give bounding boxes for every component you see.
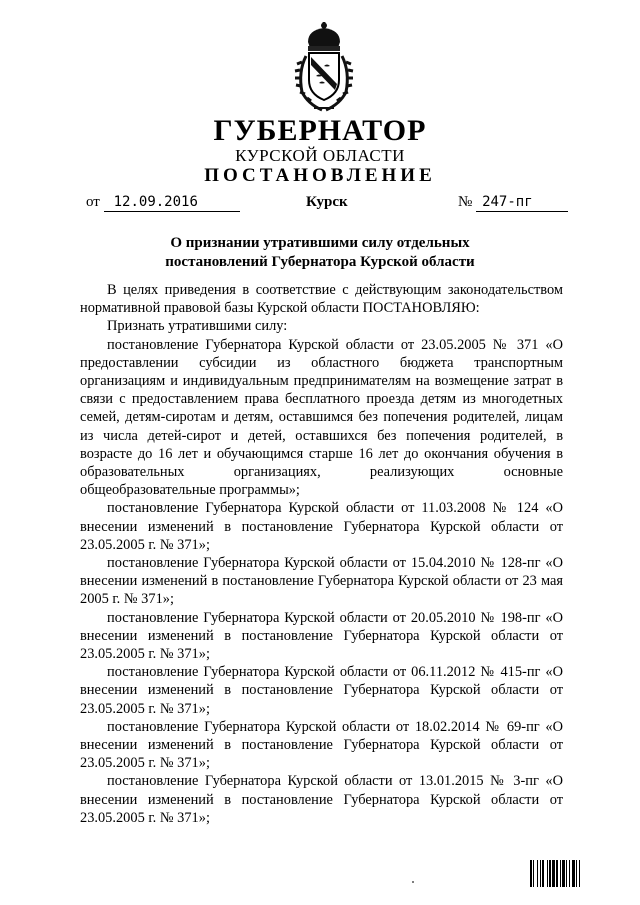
body-paragraph: Признать утратившими силу: bbox=[107, 318, 288, 335]
barcode-icon bbox=[530, 860, 610, 887]
document-body bbox=[80, 281, 563, 827]
kursk-coat-of-arms-icon bbox=[294, 22, 354, 114]
body-paragraph: постановление Губернатора Курской области от 06.11.2012 № 415-пг «О внесении изменений в постановление Губернатора Курской области от 23.05.2005 г. № 371»; bbox=[80, 664, 563, 717]
body-paragraph: постановление Губернатора Курской области от 15.04.2010 № 128-пг «О внесении изменений в постановление Губернатора Курской области от 23 мая 2005 г. № 371»; bbox=[80, 555, 563, 608]
body-paragraph: постановление Губернатора Курской области от 18.02.2014 № 69-пг «О внесении изменений в постановление Губернатора Курской области от 23.05.2005 г. № 371»; bbox=[80, 718, 563, 772]
scan-artifact bbox=[412, 881, 414, 883]
body-paragraph: постановление Губернатора Курской области от 23.05.2005 № 371 «О предоставлении субсидии из областного бюджета транспортным организациям и индивидуальным предпринимателям на возмещение затрат в связи с предоставлением права бесплатного проезда детям из многодетных семей, детям-сиротам и детям, оставшимся без попечения родителей, лицам из числа детей-сирот и детей, оставшихся без попечения родителей, в возрасте до 16 лет и обучающимся старше 16 лет до окончания обучения в образовательных организациях, реализующих основные общеобразовательные программы»; bbox=[80, 336, 563, 499]
body-paragraph: постановление Губернатора Курской области от 20.05.2010 № 198-пг «О внесении изменений в постановление Губернатора Курской области от 23.05.2005 г. № 371»; bbox=[80, 609, 563, 663]
decree-city: Курск bbox=[306, 194, 348, 210]
body-paragraph: В целях приведения в соответствие с действующим законодательством нормативной правовой базы Курской области ПОСТАНОВЛЯЮ: bbox=[80, 282, 563, 317]
document-title bbox=[60, 234, 580, 272]
decree-number-field bbox=[458, 192, 568, 212]
decree-number: 247-пг bbox=[476, 194, 568, 212]
body-paragraph: постановление Губернатора Курской области от 11.03.2008 № 124 «О внесении изменений в постановление Губернатора Курской области от 23.05.2005 г. № 371»; bbox=[80, 500, 563, 553]
body-paragraph: постановление Губернатора Курской области от 13.01.2015 № 3-пг «О внесении изменений в постановление Губернатора Курской области от 23.05.2005 г. № 371»; bbox=[80, 773, 563, 826]
decree-date: 12.09.2016 bbox=[104, 194, 240, 212]
decree-heading: ПОСТАНОВЛЕНИЕ bbox=[204, 165, 436, 186]
number-prefix: № bbox=[458, 194, 473, 210]
document-title-line: О признании утратившими силу отдельных bbox=[170, 235, 470, 251]
decree-date-field bbox=[86, 192, 240, 212]
document-title-line: постановлений Губернатора Курской области bbox=[165, 254, 475, 270]
date-prefix: от bbox=[86, 194, 100, 210]
region-heading: КУРСКОЙ ОБЛАСТИ bbox=[235, 146, 405, 165]
governor-heading: ГУБЕРНАТОР bbox=[213, 114, 427, 147]
